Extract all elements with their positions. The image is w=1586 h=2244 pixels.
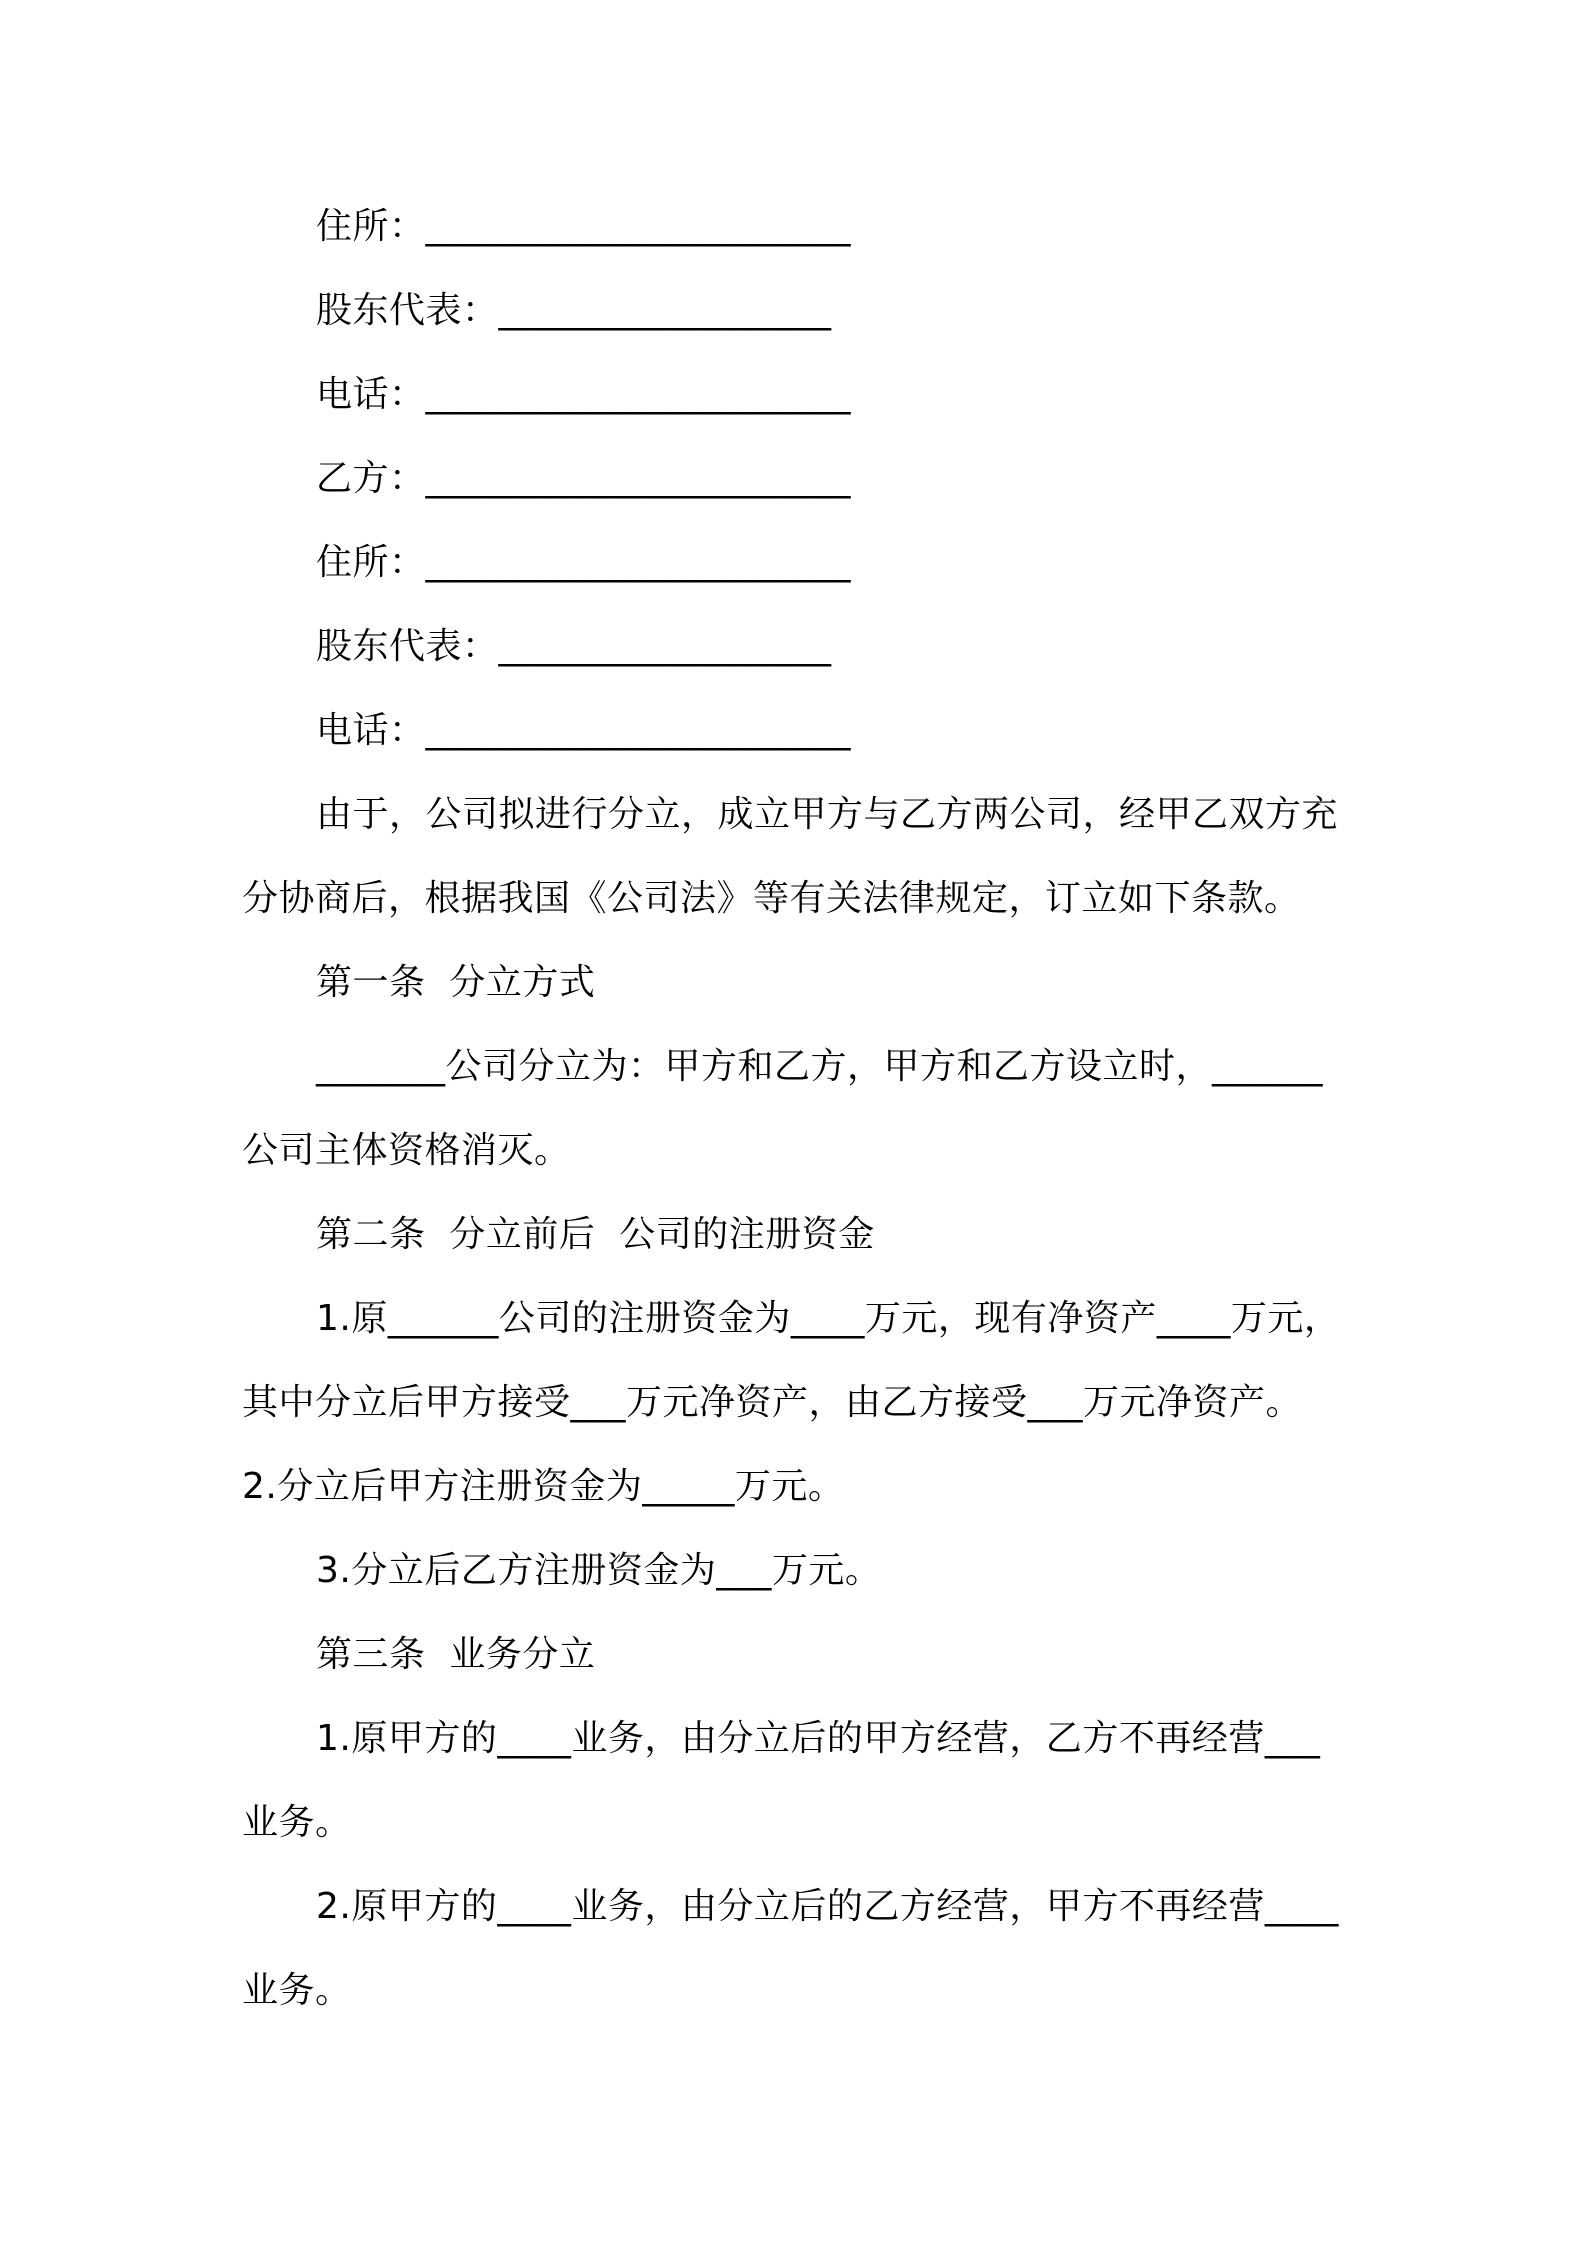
article-3-item-2-line-2: 业务。: [242, 1970, 352, 2011]
article-1-heading: 第一条 分立方式: [316, 962, 596, 1003]
article-2-item-1-line-1: 1.原______公司的注册资金为____万元，现有净资产____万元，: [316, 1298, 1341, 1339]
article-1-text-line-1: _______公司分立为：甲方和乙方，甲方和乙方设立时，______: [316, 1046, 1324, 1087]
article-3-item-1-line-2: 业务。: [242, 1802, 352, 1843]
article-2-heading: 第二条 分立前后 公司的注册资金: [316, 1214, 875, 1255]
party-a-address-field: 住所：_______________________: [316, 206, 852, 247]
party-a-representative-field: 股东代表：__________________: [316, 290, 832, 331]
party-b-representative-field: 股东代表：__________________: [316, 626, 832, 667]
party-b-phone-field: 电话：_______________________: [316, 710, 852, 751]
article-1-text-line-2: 公司主体资格消灭。: [242, 1130, 571, 1171]
preamble-line-1: 由于，公司拟进行分立，成立甲方与乙方两公司，经甲乙双方充: [316, 794, 1339, 835]
preamble-line-2: 分协商后，根据我国《公司法》等有关法律规定，订立如下条款。: [242, 878, 1301, 919]
party-b-address-field: 住所：_______________________: [316, 542, 852, 583]
article-2-item-1-line-2: 其中分立后甲方接受___万元净资产，由乙方接受___万元净资产。: [242, 1382, 1303, 1423]
article-2-item-2: 2.分立后甲方注册资金为_____万元。: [242, 1466, 845, 1507]
article-3-item-1-line-1: 1.原甲方的____业务，由分立后的甲方经营，乙方不再经营___: [316, 1718, 1321, 1759]
article-3-item-2-line-1: 2.原甲方的____业务，由分立后的乙方经营，甲方不再经营____: [316, 1886, 1339, 1927]
article-2-item-3: 3.分立后乙方注册资金为___万元。: [316, 1550, 882, 1591]
article-3-heading: 第三条 业务分立: [316, 1634, 596, 1675]
party-b-name-field: 乙方：_______________________: [316, 458, 852, 499]
party-a-phone-field: 电话：_______________________: [316, 374, 852, 415]
